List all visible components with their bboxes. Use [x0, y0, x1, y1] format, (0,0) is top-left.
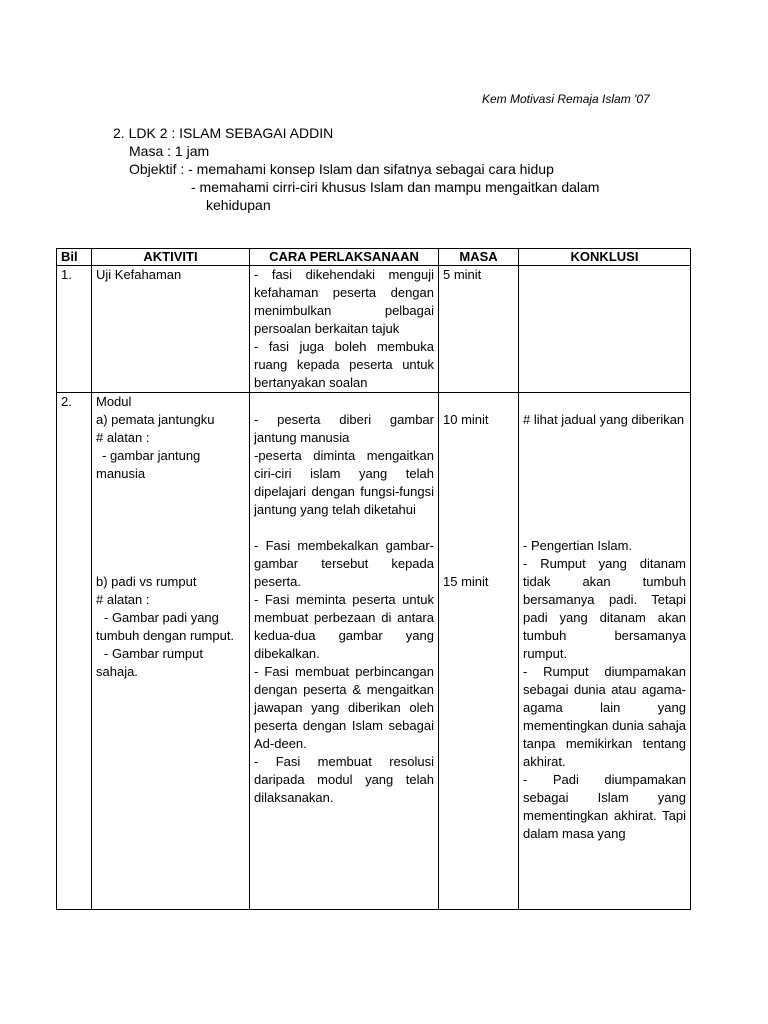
row2-cara-a-2: -peserta diminta mengaitkan ciri-ciri islam yang telah dipelajari dengan fungsi-fungsi jantung yang telah diketahui — [254, 448, 434, 517]
row2-aktiviti-a-alatan: # alatan : — [96, 430, 150, 445]
header-bil: Bil — [57, 249, 92, 266]
row2-konklusi — [519, 393, 691, 910]
row1-bil: 1. — [57, 266, 92, 393]
section-objektif-3: kehidupan — [206, 197, 271, 213]
table-row — [57, 266, 691, 393]
row1-cara-1: - fasi dikehendaki menguji kefahaman peserta dengan menimbulkan pelbagai persoalan berkaitan tajuk — [254, 267, 434, 336]
document-header: Kem Motivasi Remaja Islam '07 — [482, 92, 650, 106]
row2-cara-b-2: - Fasi meminta peserta untuk membuat perbezaan di antara kedua-dua gambar yang dibekalkan. — [254, 592, 434, 661]
row2-aktiviti-b-alatan: # alatan : — [96, 592, 150, 607]
header-masa: MASA — [439, 249, 519, 266]
row1-masa: 5 minit — [439, 266, 519, 393]
row2-konklusi-a: # lihat jadual yang diberikan — [523, 412, 685, 427]
table-row — [57, 393, 691, 910]
header-cara: CARA PERLAKSANAAN — [250, 249, 439, 266]
row2-masa-a: 10 minit — [443, 412, 489, 427]
row2-modul: Modul — [96, 394, 132, 409]
row2-masa-b: 15 minit — [443, 574, 489, 589]
row2-cara — [250, 393, 439, 910]
row2-aktiviti — [92, 393, 250, 910]
row2-cara-a-1: - peserta diberi gambar jantung manusia — [254, 412, 434, 445]
row2-bil: 2. — [57, 393, 92, 910]
table-header-row — [57, 249, 691, 266]
section-objektif-1: Objektif : - memahami konsep Islam dan sifatnya sebagai cara hidup — [129, 161, 554, 177]
row2-masa — [439, 393, 519, 910]
row2-aktiviti-b: b) padi vs rumput — [96, 574, 197, 589]
section-objektif-2: - memahami cirri-ciri khusus Islam dan mampu mengaitkan dalam — [191, 179, 600, 195]
row2-konklusi-b-1: - Pengertian Islam. — [523, 538, 633, 553]
row2-cara-b-1: - Fasi membekalkan gambar-gambar tersebut kepada peserta. — [254, 538, 434, 589]
row1-cara-2: - fasi juga boleh membuka ruang kepada peserta untuk bertanyakan soalan — [254, 339, 434, 390]
row2-aktiviti-b-item1: - Gambar padi yang tumbuh dengan rumput. — [96, 610, 235, 643]
section-masa: Masa : 1 jam — [129, 143, 210, 159]
row2-cara-b-3: - Fasi membuat perbincangan dengan peserta & mengaitkan jawapan yang diberikan oleh peserta dengan Islam sebagai Ad-deen. — [254, 664, 434, 751]
section-title: 2. LDK 2 : ISLAM SEBAGAI ADDIN — [113, 125, 334, 141]
row2-konklusi-b-2: - Rumput yang ditanam tidak akan tumbuh bersamanya padi. Tetapi padi yang ditanam akan tumbuh bersamanya rumput. — [523, 556, 686, 661]
header-aktiviti: AKTIVITI — [92, 249, 250, 266]
row2-cara-b-4: - Fasi membuat resolusi daripada modul yang telah dilaksanakan. — [254, 754, 434, 805]
row2-aktiviti-a-item: - gambar jantung manusia — [96, 448, 201, 481]
row2-konklusi-b-4: - Padi diumpamakan sebagai Islam yang mementingkan akhirat. Tapi dalam masa yang — [523, 772, 686, 841]
row2-aktiviti-b-item2: - Gambar rumput sahaja. — [96, 646, 203, 679]
row1-cara — [250, 266, 439, 393]
activity-table — [56, 248, 691, 910]
row1-konklusi — [519, 266, 691, 393]
section-heading — [113, 124, 599, 214]
header-konklusi: KONKLUSI — [519, 249, 691, 266]
row2-aktiviti-a: a) pemata jantungku — [96, 412, 215, 427]
row1-aktiviti: Uji Kefahaman — [92, 266, 250, 393]
row2-konklusi-b-3: - Rumput diumpamakan sebagai dunia atau agama-agama lain yang mementingkan dunia sahaja tanpa memikirkan tentang akhirat. — [523, 664, 686, 769]
